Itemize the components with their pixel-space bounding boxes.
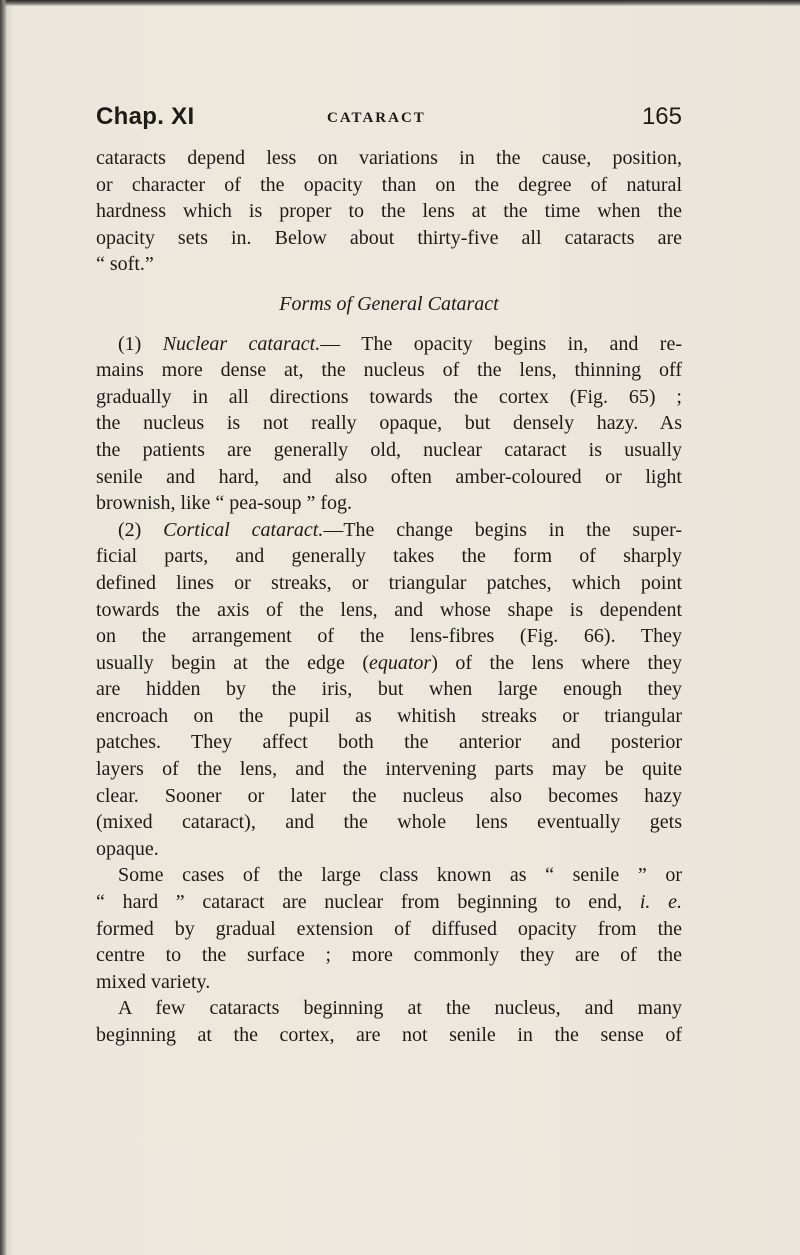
cortical-line: encroach on the pupil as whitish streaks or triangular [96,704,682,727]
intro-line: opacity sets in. Below about thirty-five all cataracts are [96,226,682,249]
cortical-paragraph-first-line [96,517,682,544]
cortical-first-rest: —The change begins in the super- [323,518,683,541]
closing-line: beginning at the cortex, are not senile in the sense of [96,1024,682,1046]
senile-line: centre to the surface ; more commonly they are of the [96,944,682,967]
cortical-number: (2) [118,518,142,541]
senile-line [96,889,682,916]
page-top-edge-shadow [0,0,800,6]
section-heading: Forms of General Cataract [279,292,499,315]
intro-line: cataracts depend less on variations in the cause, position, [96,147,682,169]
nuclear-paragraph-first-line [96,331,682,358]
cortical-term: Cortical cataract. [163,518,324,541]
nuclear-line: the patients are generally old, nuclear cataract is usually [96,438,682,461]
cortical-line: are hidden by the iris, but when large enough they [96,678,682,701]
nuclear-line: brownish, like “ pea-soup ” fog. [96,492,353,515]
cortical-line: clear. Sooner or later the nucleus also becomes hazy [96,784,682,807]
cortical-line: towards the axis of the lens, and whose shape is dependent [96,598,682,621]
cortical-line: defined lines or streaks, or triangular patches, which point [96,571,682,594]
nuclear-line: the nucleus is not really opaque, but densely hazy. As [96,412,682,435]
cortical-line: patches. They affect both the anterior and posterior [96,731,682,754]
cortical-line: ficial parts, and generally takes the form of sharply [96,545,682,568]
closing-line: A few cataracts beginning at the nucleus, and many [118,997,682,1020]
intro-line: hardness which is proper to the lens at the time when the [96,200,682,223]
cortical-line [96,650,682,677]
senile-line: formed by gradual extension of diffused opacity from the [96,917,682,940]
spacer [96,278,682,291]
senile-line: Some cases of the large class known as “ senile ” or [118,864,682,887]
intro-line: or character of the opacity than on the degree of natural [96,173,682,196]
page-number: 165 [641,103,682,130]
running-title: CATARACT [327,110,426,126]
page-body [96,145,682,1049]
nuclear-term: Nuclear cataract. [162,332,321,355]
nuclear-line: gradually in all directions towards the cortex (Fig. 65) ; [96,385,682,408]
nuclear-first-rest: — The opacity begins in, and re- [320,332,682,355]
chapter-label: Chap. XI [96,103,195,130]
nuclear-line: mains more dense at, the nucleus of the lens, thinning off [96,359,682,382]
page-gutter-shadow [0,0,7,1255]
nuclear-line: senile and hard, and also often amber-coloured or light [96,465,682,488]
ie-abbreviation: i. e. [639,891,682,914]
cortical-line: on the arrangement of the lens-fibres (Fig. 66). They [96,625,682,648]
running-head [96,103,682,139]
intro-line: “ soft.” [96,253,154,276]
spacer [96,318,682,331]
cortical-line-part: usually begin at the edge ( [96,651,369,674]
senile-line-part: “ hard ” cataract are nuclear from beginning to end, [96,891,640,914]
cortical-line: opaque. [96,837,159,860]
cortical-line-part: ) of the lens where they [431,651,682,674]
senile-line: mixed variety. [96,970,211,993]
equator-term: equator [369,651,432,674]
cortical-line: (mixed cataract), and the whole lens eventually gets [96,811,682,834]
cortical-line: layers of the lens, and the intervening parts may be quite [96,758,682,781]
nuclear-number: (1) [118,332,142,355]
